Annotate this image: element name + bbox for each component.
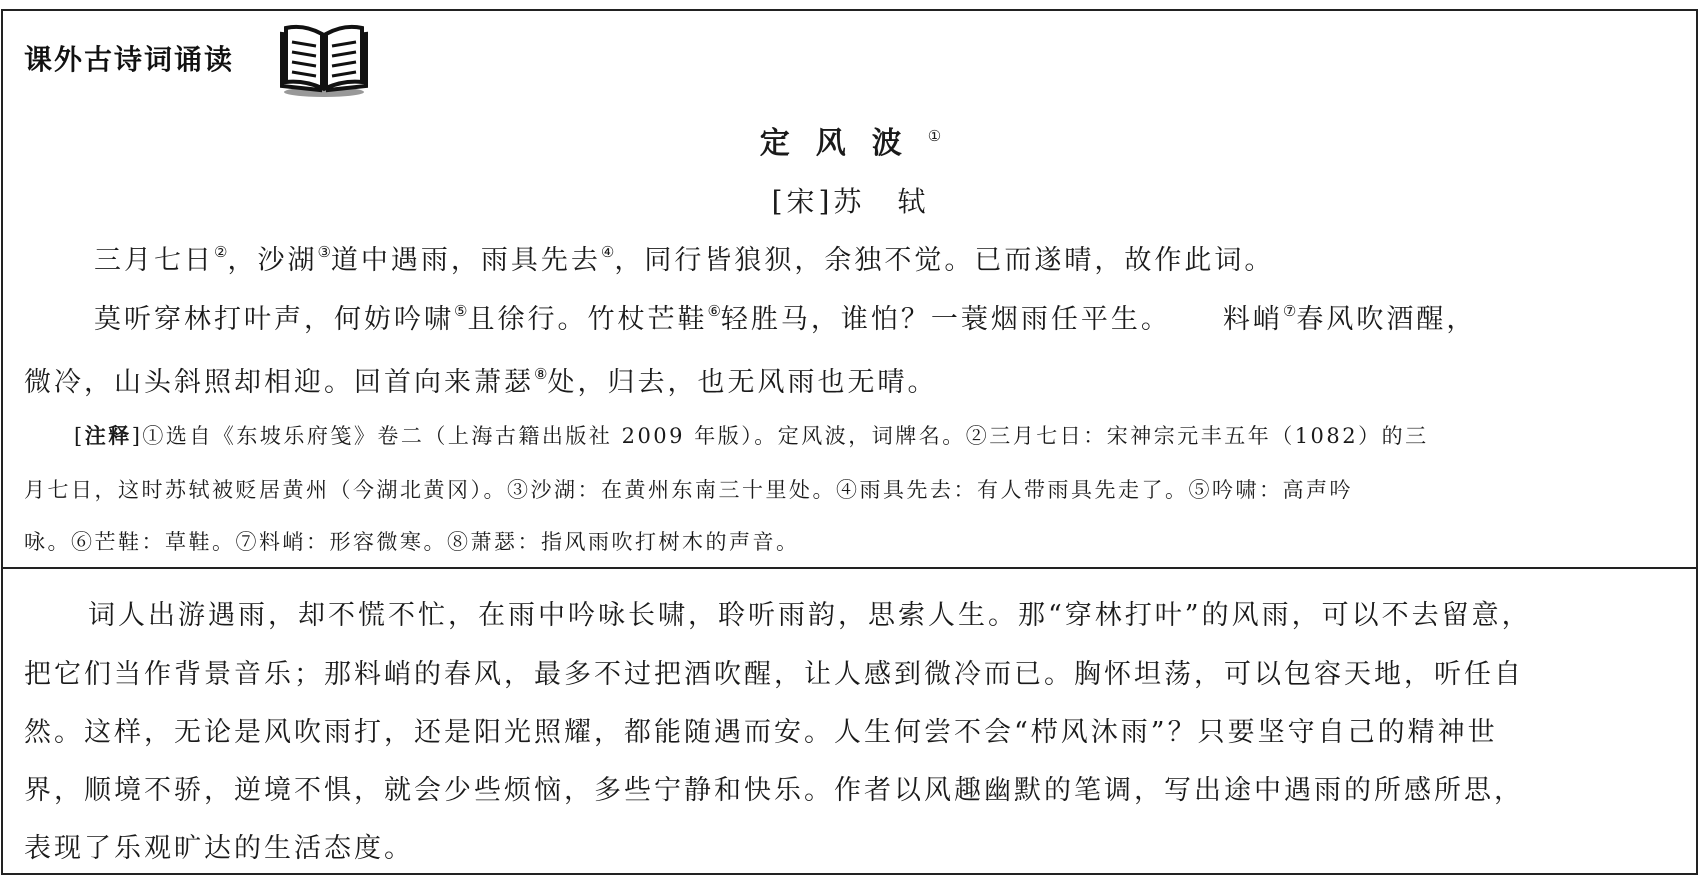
- note-mark: ③: [317, 243, 331, 261]
- commentary-line-2: 把它们当作背景音乐；那料峭的春风，最多不过把酒吹醒，让人感到微冷而已。胸怀坦荡，可以包容天地，听任自: [24, 659, 1524, 690]
- note-mark: ⑤: [454, 302, 468, 320]
- section-divider: [1, 567, 1698, 569]
- commentary-line-5: 表现了乐观旷达的生活态度。: [24, 833, 414, 864]
- commentary-line-3: 然。这样，无论是风吹雨打，还是阳光照耀，都能随遇而安。人生何尝不会“栉风沐雨”？只要坚守自己的精神世: [24, 717, 1498, 748]
- note-mark: ①: [927, 127, 942, 145]
- commentary-line-1: 词人出游遇雨，却不慌不忙，在雨中吟咏长啸，聆听雨韵，思索人生。那“穿林打叶”的风雨，可以不去留意，: [88, 600, 1532, 631]
- poem-title: [0, 118, 1701, 162]
- notes-label: 注释: [84, 424, 132, 448]
- poem-line-1: 莫听穿林打叶声，何妨吟啸⑤且徐行。竹杖芒鞋⑥轻胜马，谁怕？一蓑烟雨任平生。 料峭⑦春风吹酒醒，: [94, 302, 1477, 335]
- poem-line-2: 微冷，山头斜照却相迎。回首向来萧瑟⑧处，归去，也无风雨也无晴。: [24, 365, 938, 398]
- poem-author: [宋]苏 轼: [771, 185, 930, 218]
- notes-line-2: 月七日，这时苏轼被贬居黄州（今湖北黄冈）。③沙湖：在黄州东南三十里处。④雨具先去：有人带雨具先走了。⑤吟啸：高声吟: [24, 478, 1353, 502]
- note-mark: ⑧: [534, 365, 548, 383]
- note-mark: ②: [214, 243, 228, 261]
- note-mark: ⑦: [1282, 302, 1297, 320]
- notes-line-1: [注释]①选自《东坡乐府笺》卷二（上海古籍出版社 2009 年版）。定风波，词牌名。②三月七日：宋神宗元丰五年（1082）的三: [74, 424, 1429, 448]
- commentary-line-4: 界，顺境不骄，逆境不惧，就会少些烦恼，多些宁静和快乐。作者以风趣幽默的笔调，写出途中遇雨的所感所思，: [24, 775, 1524, 806]
- notes-line-3: 咏。⑥芒鞋：草鞋。⑦料峭：形容微寒。⑧萧瑟：指风雨吹打树木的声音。: [24, 530, 800, 554]
- poem-title-text: 定风波: [759, 126, 928, 161]
- note-mark: ⑥: [707, 302, 721, 320]
- section-title: 课外古诗词诵读: [24, 43, 235, 76]
- poem-preface: 三月七日②，沙湖③道中遇雨，雨具先去④，同行皆狼狈，余独不觉。已而遂晴，故作此词。: [94, 243, 1275, 276]
- open-book-icon: [276, 20, 372, 98]
- note-mark: ④: [600, 243, 615, 261]
